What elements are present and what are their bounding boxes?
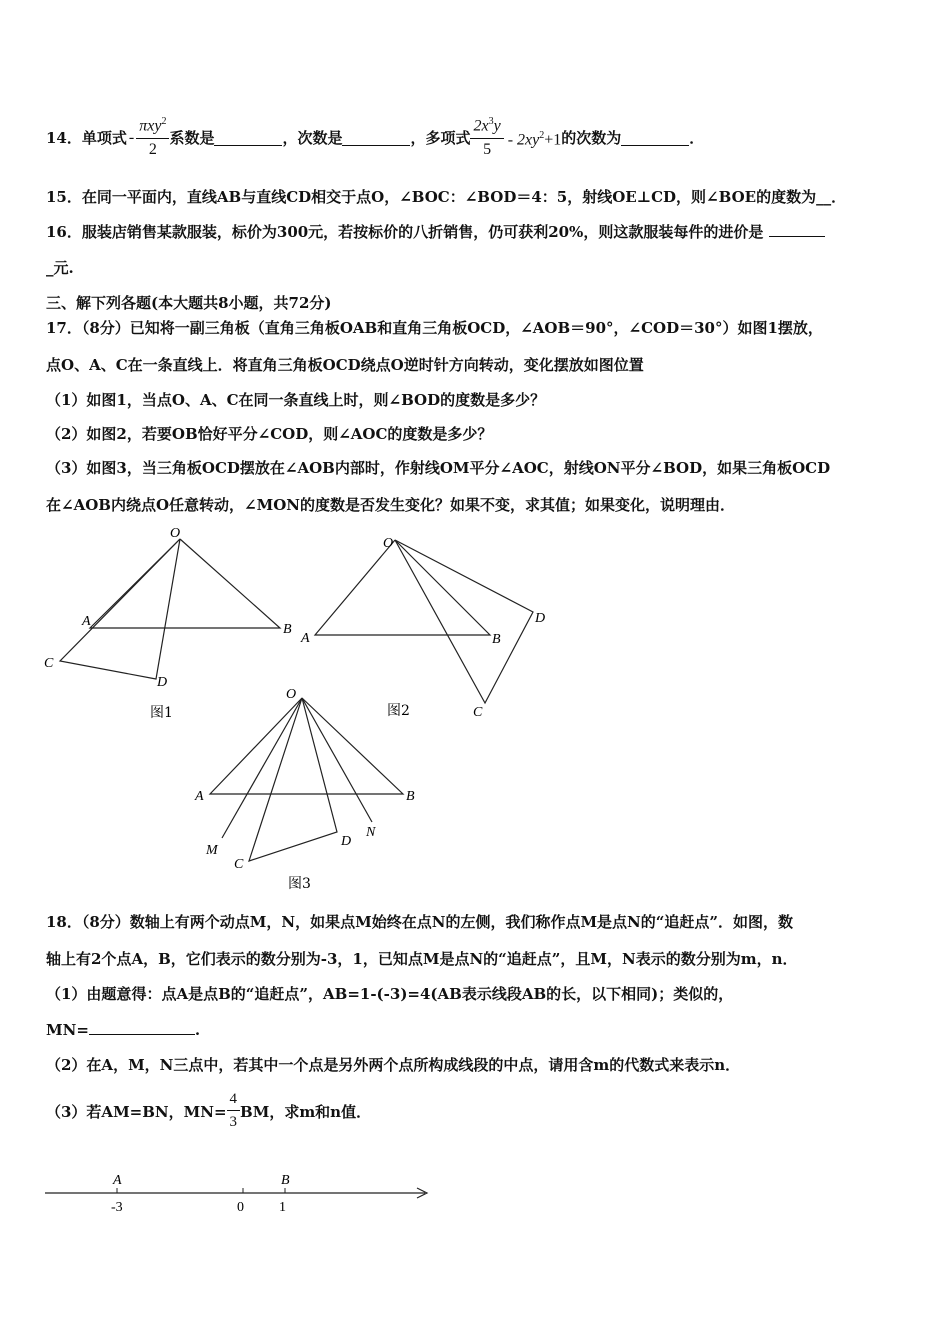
label-c: C xyxy=(44,656,54,671)
question-16-cont: _元. xyxy=(46,259,74,277)
label-a: A xyxy=(195,789,204,804)
question-16 xyxy=(46,222,825,242)
q18-part1b xyxy=(46,1020,200,1040)
ray-on xyxy=(302,698,372,822)
label-a: A xyxy=(82,614,91,629)
q18-part3b: BM，求m和n值． xyxy=(240,1103,372,1121)
label-o: O xyxy=(170,526,181,541)
label-n: N xyxy=(366,825,376,840)
label-d: D xyxy=(535,611,546,626)
poly-numerator-exp: 3 xyxy=(488,116,494,128)
poly-rest-exp: 2 xyxy=(539,129,545,141)
label-o: O xyxy=(383,536,394,551)
question-14 xyxy=(46,118,704,158)
q18-mn-label: MN= xyxy=(46,1021,89,1039)
figure-3 xyxy=(190,680,430,895)
q18-part2: （2）在A，M，N三点中，若其中一个点是另外两个点所构成线段的中点，请用含m的代数式来表示n． xyxy=(46,1056,741,1074)
answer-blank-poly-degree[interactable] xyxy=(621,131,689,146)
label-a: A xyxy=(301,631,310,646)
q18-line1: 18．（8分）数轴上有两个动点M，N，如果点M始终在点N的左侧，我们称作点M是点N的“追赶点”．如图，数 xyxy=(46,913,794,931)
q14-text-3: ，次数是 xyxy=(282,129,343,147)
label-c: C xyxy=(473,705,483,720)
label-b: B xyxy=(492,632,501,647)
label-d: D xyxy=(157,675,168,690)
label-b: B xyxy=(406,789,415,804)
poly-rest xyxy=(508,126,562,150)
poly-denominator: 5 xyxy=(483,140,492,158)
tick-label: 0 xyxy=(237,1200,244,1215)
q17-part3a: （3）如图3，当三角板OCD摆放在∠AOB内部时，作射线OM平分∠AOC，射线ON平分∠BOD，如果三角板OCD xyxy=(46,459,831,477)
q14-number: 14． xyxy=(46,129,82,147)
q18-part3 xyxy=(46,1090,371,1134)
q17-line2: 点O、A、C在一条直线上．将直角三角板OCD绕点O逆时针方向转动，变化摆放如图位置 xyxy=(46,356,644,374)
q14-end: ． xyxy=(689,129,705,147)
q18-line2: 轴上有2个点A，B，它们表示的数分别为-3，1，已知点M是点N的“追赶点”，且M，N表示的数分别为m，n． xyxy=(46,950,798,968)
q18-part3a: （3）若AM=BN，MN= xyxy=(46,1103,227,1121)
fraction-numerator: 4 xyxy=(227,1088,241,1111)
monomial-sign: - xyxy=(128,129,135,146)
polynomial-fraction xyxy=(470,111,503,160)
q17-part2: （2）如图2，若要OB恰好平分∠COD，则∠AOC的度数是多少？ xyxy=(46,425,493,443)
label-b: B xyxy=(283,622,292,637)
triangle-ocd xyxy=(60,539,180,679)
answer-blank-coefficient[interactable] xyxy=(214,131,282,146)
q14-text-5: 的次数为 xyxy=(561,129,622,147)
ray-om xyxy=(222,698,302,838)
poly-numerator-a: 2x xyxy=(473,117,489,135)
q17-part3b: 在∠AOB内绕点O任意转动，∠MON的度数是否发生变化？如果不变，求其值；如果变化，说明理由． xyxy=(46,496,735,514)
q14-text-2: 系数是 xyxy=(169,129,215,147)
triangle-oab xyxy=(210,698,403,794)
triangle-ocd xyxy=(249,698,337,861)
triangle-oab xyxy=(90,539,280,628)
tick-label: 1 xyxy=(279,1200,286,1215)
monomial-fraction xyxy=(136,111,169,160)
fraction-denominator: 3 xyxy=(229,1113,238,1130)
label-d: D xyxy=(341,834,352,849)
label-m: M xyxy=(206,843,218,858)
q17-part1: （1）如图1，当点O、A、C在同一条直线上时，则∠BOD的度数是多少？ xyxy=(46,391,546,409)
tick-label: -3 xyxy=(111,1200,123,1215)
q18-mn-end: . xyxy=(194,1021,201,1039)
figure-1-caption: 图1 xyxy=(150,705,173,721)
number-line xyxy=(40,1165,440,1220)
section-heading: 三、解下列各题(本大题共8小题，共72分) xyxy=(46,294,332,312)
fraction-four-thirds xyxy=(227,1088,241,1133)
label-c: C xyxy=(234,857,244,872)
poly-rest-b: +1 xyxy=(544,131,562,149)
q17-line1: 17．（8分）已知将一副三角板（直角三角板OAB和直角三角板OCD，∠AOB＝90°，∠COD＝30°）如图1摆放， xyxy=(46,319,823,337)
point-label: A xyxy=(113,1173,122,1188)
question-15: 15．在同一平面内，直线AB与直线CD相交于点O，∠BOC：∠BOD＝4：5，射线OE⊥CD，则∠BOE的度数为__． xyxy=(46,188,847,206)
poly-numerator-b: y xyxy=(493,117,501,135)
monomial-denominator: 2 xyxy=(148,140,157,158)
q16-line1: 16．服装店销售某款服装，标价为300元，若按标价的八折销售，仍可获利20%，则这款服装每件的进价是 xyxy=(46,223,764,241)
answer-blank-cost[interactable] xyxy=(769,222,825,237)
q14-text-4: ，多项式 xyxy=(410,129,471,147)
answer-blank-degree[interactable] xyxy=(342,131,410,146)
figure-2-caption: 图2 xyxy=(387,703,410,719)
monomial-numerator: πxy xyxy=(139,117,162,135)
answer-blank-mn[interactable] xyxy=(89,1020,195,1035)
q18-part1: （1）由题意得：点A是点B的“追赶点”，AB=1-(-3)=4(AB表示线段AB的长，以下相同)；类似的， xyxy=(46,985,734,1003)
poly-rest-a: - 2xy xyxy=(507,131,540,149)
figure-3-caption: 图3 xyxy=(288,876,311,892)
point-label: B xyxy=(281,1173,290,1188)
label-o: O xyxy=(286,687,297,702)
q14-text-1: 单项式 xyxy=(81,129,127,147)
monomial-exponent: 2 xyxy=(161,116,167,128)
triangle-ocd xyxy=(395,540,533,703)
